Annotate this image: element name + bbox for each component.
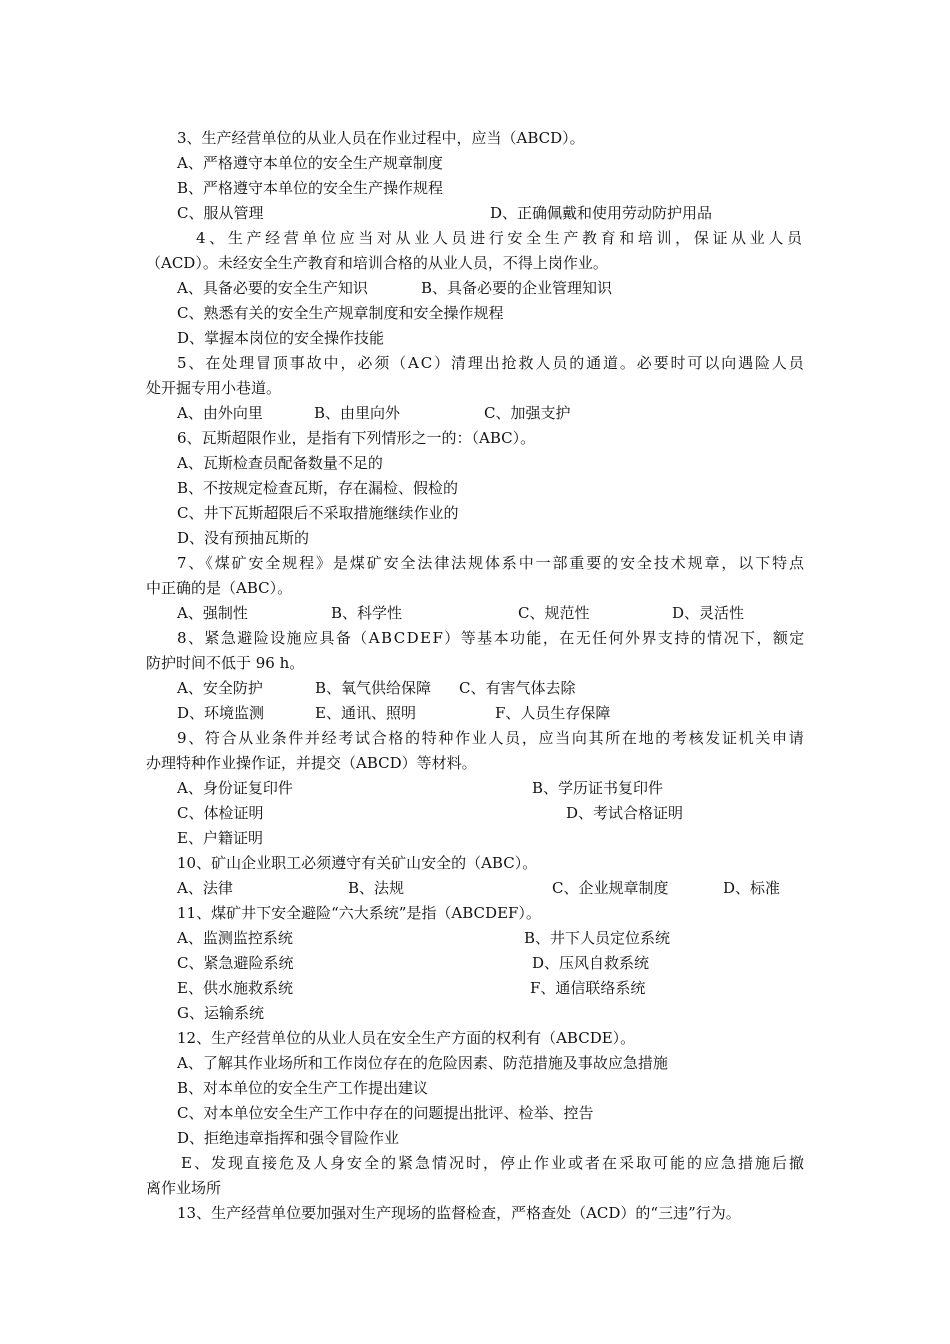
text-line: 5、在处理冒顶事故中，必须（AC）清理出抢救人员的通道。必要时可以向遇险人员 xyxy=(177,354,806,372)
text-line xyxy=(177,928,910,948)
option-text: F、人员生存保障 xyxy=(495,704,611,722)
text-line: B、对本单位的安全生产工作提出建议 xyxy=(177,1079,429,1097)
option-text: A、强制性 xyxy=(177,604,248,622)
option-text: B、科学性 xyxy=(331,604,403,622)
option-text: C、体检证明 xyxy=(177,804,264,822)
option-text: B、由里向外 xyxy=(314,404,401,422)
option-text: B、法规 xyxy=(348,879,405,897)
text-line xyxy=(177,803,910,823)
text-line: 13、生产经营单位要加强对生产现场的监督检查，严格查处（ACD）的“三违”行为。 xyxy=(177,1204,741,1222)
option-text: D、环境监测 xyxy=(177,704,265,722)
option-text: B、井下人员定位系统 xyxy=(524,929,671,947)
text-line: 3、生产经营单位的从业人员在作业过程中，应当（ABCD）。 xyxy=(177,129,585,147)
option-text: A、法律 xyxy=(177,879,233,897)
text-line: C、井下瓦斯超限后不采取措施继续作业的 xyxy=(177,504,459,522)
option-text: F、通信联络系统 xyxy=(530,979,646,997)
text-line: 12、生产经营单位的从业人员在安全生产方面的权利有（ABCDE）。 xyxy=(177,1029,636,1047)
text-line xyxy=(177,953,910,973)
text-line: 4、生产经营单位应当对从业人员进行安全生产教育和培训，保证从业人员 xyxy=(196,229,806,247)
option-text: C、规范性 xyxy=(518,604,590,622)
option-text: E、供水施救系统 xyxy=(177,979,293,997)
text-line: C、对本单位安全生产工作中存在的问题提出批评、检举、控告 xyxy=(177,1104,594,1122)
text-line xyxy=(177,203,910,223)
text-line: 中正确的是（ABC）。 xyxy=(146,579,293,597)
option-text: C、紧急避险系统 xyxy=(177,954,294,972)
text-line: 11、煤矿井下安全避险“六大系统”是指（ABCDEF）。 xyxy=(177,904,541,922)
text-line: A、了解其作业场所和工作岗位存在的危险因素、防范措施及事故应急措施 xyxy=(177,1054,668,1072)
text-line: D、拒绝违章指挥和强令冒险作业 xyxy=(177,1129,400,1147)
text-line xyxy=(177,778,910,798)
text-line xyxy=(177,278,910,298)
option-text: A、身份证复印件 xyxy=(177,779,293,797)
option-text: A、由外向里 xyxy=(177,404,263,422)
text-line xyxy=(177,403,910,423)
option-text: B、氧气供给保障 xyxy=(315,679,432,697)
text-line: 处开掘专用小巷道。 xyxy=(146,379,282,397)
text-line xyxy=(177,878,910,898)
option-text: C、企业规章制度 xyxy=(552,879,669,897)
text-line: 9、符合从业条件并经考试合格的特种作业人员，应当向其所在地的考核发证机关申请 xyxy=(177,729,806,747)
text-line: 10、矿山企业职工必须遵守有关矿山安全的（ABC）。 xyxy=(177,854,538,872)
text-line: D、掌握本岗位的安全操作技能 xyxy=(177,329,385,347)
option-text: C、加强支护 xyxy=(484,404,571,422)
text-line: 6、瓦斯超限作业，是指有下列情形之一的：（ABC）。 xyxy=(177,429,536,447)
text-line: D、没有预抽瓦斯的 xyxy=(177,529,310,547)
option-text: A、安全防护 xyxy=(177,679,263,697)
text-line xyxy=(177,678,910,698)
text-line: 离作业场所 xyxy=(146,1179,222,1197)
option-text: A、具备必要的安全生产知识 xyxy=(177,279,368,297)
option-text: D、压风自救系统 xyxy=(532,954,650,972)
option-text: D、考试合格证明 xyxy=(566,804,684,822)
text-line: B、不按规定检查瓦斯，存在漏检、假检的 xyxy=(177,479,459,497)
option-text: C、服从管理 xyxy=(177,204,264,222)
text-line xyxy=(177,603,910,623)
option-text: A、监测监控系统 xyxy=(177,929,293,947)
text-line: A、瓦斯检查员配备数量不足的 xyxy=(177,454,383,472)
text-line: E、发现直接危及人身安全的紧急情况时，停止作业或者在采取可能的应急措施后撤 xyxy=(181,1154,806,1172)
text-line: 办理特种作业操作证，并提交（ABCD）等材料。 xyxy=(146,754,477,772)
option-text: D、正确佩戴和使用劳动防护用品 xyxy=(490,204,713,222)
text-line: B、严格遵守本单位的安全生产操作规程 xyxy=(177,179,444,197)
option-text: D、标准 xyxy=(723,879,781,897)
text-line: 防护时间不低于 96 h。 xyxy=(146,654,305,672)
option-text: B、具备必要的企业管理知识 xyxy=(421,279,613,297)
text-line: 8、紧急避险设施应具备（ABCDEF）等基本功能，在无任何外界支持的情况下，额定 xyxy=(177,629,806,647)
text-line: C、熟悉有关的安全生产规章制度和安全操作规程 xyxy=(177,304,504,322)
text-line xyxy=(177,978,910,998)
text-line: A、严格遵守本单位的安全生产规章制度 xyxy=(177,154,443,172)
text-line: （ACD）。未经安全生产教育和培训合格的从业人员，不得上岗作业。 xyxy=(146,254,608,272)
text-line: E、户籍证明 xyxy=(177,829,263,847)
option-text: E、通讯、照明 xyxy=(315,704,416,722)
text-line: G、运输系统 xyxy=(177,1004,264,1022)
option-text: C、有害气体去除 xyxy=(459,679,576,697)
option-text: B、学历证书复印件 xyxy=(532,779,664,797)
option-text: D、灵活性 xyxy=(672,604,745,622)
text-line: 7、《煤矿安全规程》是煤矿安全法律法规体系中一部重要的安全技术规章，以下特点 xyxy=(177,554,806,572)
text-line xyxy=(177,703,910,723)
